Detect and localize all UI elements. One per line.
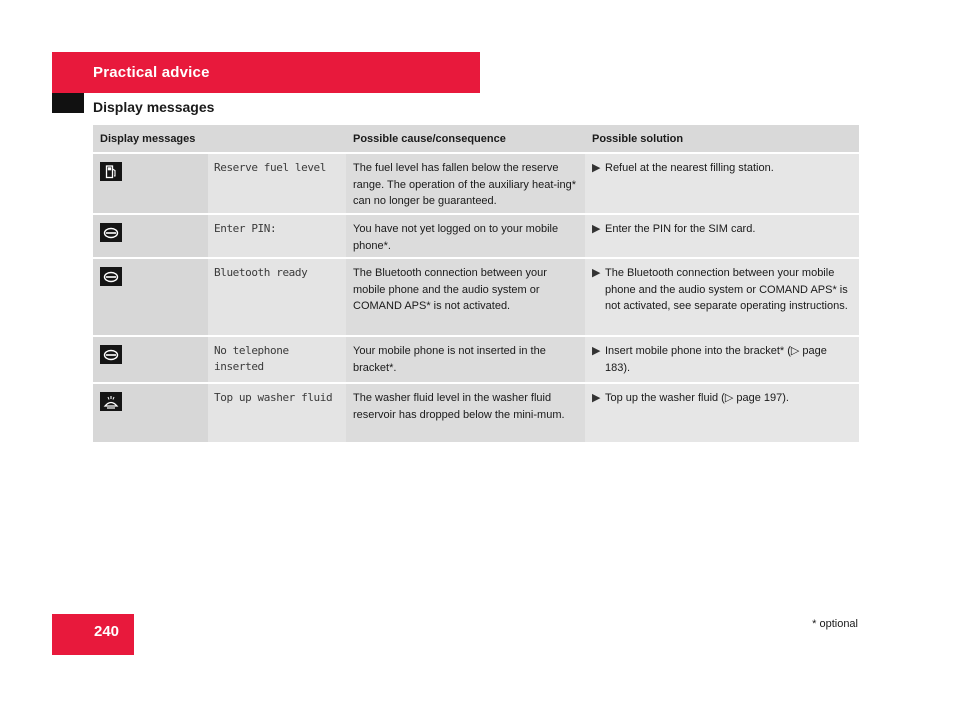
icon-cell xyxy=(93,384,208,442)
chapter-title: Practical advice xyxy=(93,64,210,81)
column-header-solution: Possible solution xyxy=(592,132,684,145)
solution-text: Refuel at the nearest filling station. xyxy=(605,162,774,174)
solution-text: Top up the washer fluid (▷ page 197). xyxy=(605,392,789,404)
footnote: * optional xyxy=(812,618,858,630)
possible-solution xyxy=(585,154,859,213)
telephone-icon xyxy=(100,223,122,242)
possible-solution xyxy=(585,384,859,442)
icon-cell xyxy=(93,215,208,257)
solution-text: Enter the PIN for the SIM card. xyxy=(605,223,756,235)
possible-cause: The washer fluid level in the washer fluid reservoir has dropped below the mini-mum. xyxy=(346,384,585,442)
fuel-pump-icon xyxy=(100,162,122,181)
washer-fluid-icon xyxy=(100,392,122,411)
column-header-cause: Possible cause/consequence xyxy=(353,132,506,145)
section-marker xyxy=(52,93,84,113)
arrow-bullet-icon: ▶ xyxy=(592,345,601,357)
display-messages-table xyxy=(93,125,859,442)
possible-solution xyxy=(585,259,859,335)
display-message: Bluetooth ready xyxy=(208,259,346,335)
possible-cause: The Bluetooth connection between your mobile phone and the audio system or COMAND APS* is not activated. xyxy=(346,259,585,335)
possible-cause: Your mobile phone is not inserted in the bracket*. xyxy=(346,337,585,382)
column-header-display-messages: Display messages xyxy=(100,132,196,145)
solution-text: The Bluetooth connection between your mobile phone and the audio system or COMAND APS* is not activated, see separate operating instructions. xyxy=(605,267,848,312)
table-row xyxy=(93,259,859,337)
section-title: Display messages xyxy=(93,99,215,115)
display-message: Reserve fuel level xyxy=(208,154,346,213)
arrow-bullet-icon: ▶ xyxy=(592,162,601,174)
telephone-icon xyxy=(100,345,122,364)
arrow-bullet-icon: ▶ xyxy=(592,267,601,279)
possible-solution xyxy=(585,215,859,257)
display-message: No telephone inserted xyxy=(208,337,346,382)
display-message: Top up washer fluid xyxy=(208,384,346,442)
page-number-band xyxy=(52,614,134,655)
possible-cause: You have not yet logged on to your mobile phone*. xyxy=(346,215,585,257)
solution-text: Insert mobile phone into the bracket* (▷ page 183). xyxy=(605,345,827,374)
possible-solution xyxy=(585,337,859,382)
arrow-bullet-icon: ▶ xyxy=(592,392,601,404)
table-row xyxy=(93,154,859,215)
arrow-bullet-icon: ▶ xyxy=(592,223,601,235)
telephone-icon xyxy=(100,267,122,286)
display-message: Enter PIN: xyxy=(208,215,346,257)
table-header xyxy=(93,125,859,154)
icon-cell xyxy=(93,337,208,382)
table-row xyxy=(93,215,859,259)
icon-cell xyxy=(93,154,208,213)
page-number: 240 xyxy=(94,623,120,640)
table-row xyxy=(93,337,859,384)
icon-cell xyxy=(93,259,208,335)
table-row xyxy=(93,384,859,442)
possible-cause: The fuel level has fallen below the reserve range. The operation of the auxiliary heat-ing* can no longer be guaranteed. xyxy=(346,154,585,213)
